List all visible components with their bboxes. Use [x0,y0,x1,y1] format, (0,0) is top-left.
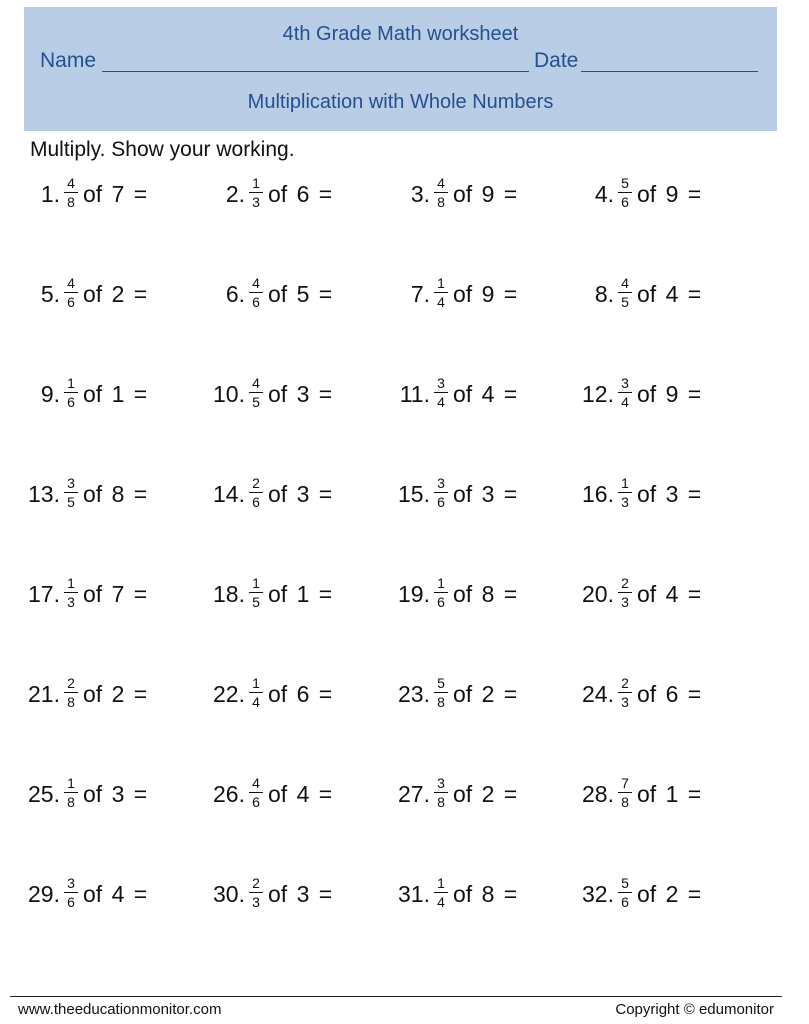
fraction-denominator: 8 [67,794,75,810]
fraction [249,675,263,710]
of-word: of [83,381,103,407]
of-word: of [83,581,103,607]
whole-number: 9 [481,181,495,207]
problem-number: 4. [594,181,614,207]
problem-item [20,375,200,425]
problem-number: 18. [213,581,245,607]
of-word: of [637,881,657,907]
of-word: of [637,381,657,407]
problem-item [20,275,200,325]
of-word: of [637,481,657,507]
fraction-denominator: 3 [621,494,629,510]
problem-expression: of 1 = [83,381,148,407]
problem-number: 15. [398,481,430,507]
fraction [434,575,448,610]
of-word: of [453,681,473,707]
fraction [64,875,78,910]
fraction-denominator: 6 [67,294,75,310]
fraction-numerator: 3 [67,875,75,891]
problem-item [390,875,570,925]
problem-expression: of 4 = [453,381,518,407]
problem-item [574,875,754,925]
fraction [434,275,448,310]
problem-expression: of 2 = [453,681,518,707]
fraction-bar [618,392,632,393]
whole-number: 1 [296,581,310,607]
instruction-text: Multiply. Show your working. [30,138,295,161]
problem-item [205,775,385,825]
problem-expression: of 2 = [83,281,148,307]
problem-expression: of 4 = [83,881,148,907]
whole-number: 4 [665,581,679,607]
problem-expression: of 2 = [637,881,702,907]
fraction-denominator: 4 [437,294,445,310]
problem-expression: of 6 = [637,681,702,707]
fraction-bar [249,392,263,393]
fraction-denominator: 3 [621,594,629,610]
fraction-denominator: 4 [437,394,445,410]
fraction-bar [434,392,448,393]
problem-item [205,375,385,425]
of-word: of [637,781,657,807]
problem-number: 27. [398,781,430,807]
problem-number: 9. [40,381,60,407]
whole-number: 2 [111,681,125,707]
fraction-bar [618,792,632,793]
problem-number: 29. [28,881,60,907]
fraction-numerator: 3 [437,775,445,791]
fraction-bar [64,392,78,393]
problem-expression: of 5 = [268,281,333,307]
fraction-denominator: 8 [67,694,75,710]
problem-item [205,875,385,925]
fraction-denominator: 6 [67,394,75,410]
problem-number: 14. [213,481,245,507]
fraction-denominator: 5 [252,394,260,410]
footer-copyright: Copyright © edumonitor [615,1001,774,1018]
fraction-numerator: 2 [67,675,75,691]
whole-number: 3 [296,881,310,907]
problem-number: 25. [28,781,60,807]
problem-number: 30. [213,881,245,907]
fraction-numerator: 5 [621,875,629,891]
fraction [249,475,263,510]
problem-item [20,675,200,725]
fraction-denominator: 6 [437,594,445,610]
whole-number: 2 [481,681,495,707]
fraction [434,475,448,510]
fraction-numerator: 3 [621,375,629,391]
problem-number: 28. [582,781,614,807]
whole-number: 3 [296,381,310,407]
fraction-denominator: 6 [252,794,260,810]
fraction-denominator: 4 [252,694,260,710]
problem-expression: of 8 = [453,581,518,607]
footer-divider [10,996,782,997]
problem-number: 12. [582,381,614,407]
problem-item [20,575,200,625]
whole-number: 7 [111,181,125,207]
of-word: of [453,481,473,507]
fraction-bar [434,492,448,493]
fraction [64,775,78,810]
worksheet-title: 4th Grade Math worksheet [282,23,519,45]
fraction-numerator: 1 [437,875,445,891]
whole-number: 9 [665,181,679,207]
whole-number: 2 [481,781,495,807]
problem-number: 2. [225,181,245,207]
fraction-numerator: 5 [437,675,445,691]
of-word: of [637,281,657,307]
fraction-bar [434,292,448,293]
fraction [618,875,632,910]
fraction [64,575,78,610]
fraction-bar [249,892,263,893]
fraction [249,375,263,410]
problem-expression: of 6 = [268,181,333,207]
whole-number: 1 [665,781,679,807]
fraction-bar [249,592,263,593]
fraction-denominator: 5 [67,494,75,510]
fraction-numerator: 4 [252,375,260,391]
fraction-numerator: 4 [621,275,629,291]
problem-expression: of 3 = [83,781,148,807]
whole-number: 5 [296,281,310,307]
of-word: of [83,481,103,507]
fraction-denominator: 3 [621,694,629,710]
problem-number: 16. [582,481,614,507]
problem-number: 7. [410,281,430,307]
fraction [434,375,448,410]
fraction-bar [64,892,78,893]
of-word: of [453,581,473,607]
problem-expression: of 3 = [268,881,333,907]
fraction-denominator: 6 [252,294,260,310]
fraction-denominator: 6 [621,894,629,910]
whole-number: 4 [111,881,125,907]
problem-expression: of 2 = [83,681,148,707]
problem-expression: of 3 = [453,481,518,507]
of-word: of [83,181,103,207]
of-word: of [268,681,288,707]
fraction-denominator: 6 [621,194,629,210]
fraction-denominator: 3 [252,894,260,910]
fraction-denominator: 4 [437,894,445,910]
fraction-denominator: 6 [252,494,260,510]
fraction [64,675,78,710]
problem-expression: of 8 = [453,881,518,907]
fraction-denominator: 8 [67,194,75,210]
fraction-bar [618,492,632,493]
problem-item [390,275,570,325]
fraction-bar [434,192,448,193]
fraction-denominator: 8 [437,194,445,210]
whole-number: 9 [665,381,679,407]
fraction-bar [64,292,78,293]
of-word: of [83,681,103,707]
whole-number: 4 [665,281,679,307]
of-word: of [637,681,657,707]
problem-item [574,175,754,225]
problem-item [205,275,385,325]
fraction-denominator: 3 [67,594,75,610]
of-word: of [453,781,473,807]
whole-number: 7 [111,581,125,607]
problem-expression: of 7 = [83,181,148,207]
fraction-numerator: 4 [67,175,75,191]
of-word: of [268,381,288,407]
problem-expression: of 9 = [637,181,702,207]
problem-expression: of 2 = [453,781,518,807]
fraction-bar [64,492,78,493]
of-word: of [268,781,288,807]
problem-expression: of 1 = [268,581,333,607]
problem-item [574,675,754,725]
fraction-numerator: 2 [621,575,629,591]
of-word: of [637,181,657,207]
of-word: of [83,281,103,307]
problem-expression: of 4 = [268,781,333,807]
of-word: of [453,381,473,407]
problem-expression: of 3 = [637,481,702,507]
problem-item [390,575,570,625]
problem-item [574,475,754,525]
fraction-bar [249,192,263,193]
fraction [618,575,632,610]
fraction-bar [618,692,632,693]
problem-number: 31. [398,881,430,907]
whole-number: 3 [665,481,679,507]
fraction [434,175,448,210]
problem-number: 13. [28,481,60,507]
whole-number: 6 [296,181,310,207]
fraction-denominator: 5 [621,294,629,310]
of-word: of [453,281,473,307]
fraction-numerator: 4 [252,775,260,791]
fraction [618,375,632,410]
problem-item [205,675,385,725]
fraction-bar [64,792,78,793]
fraction [618,475,632,510]
problem-item [20,475,200,525]
problem-item [390,775,570,825]
fraction-bar [618,292,632,293]
fraction-bar [249,492,263,493]
whole-number: 3 [111,781,125,807]
fraction-numerator: 1 [67,775,75,791]
fraction-numerator: 4 [67,275,75,291]
whole-number: 4 [481,381,495,407]
problem-item [20,175,200,225]
problem-number: 22. [213,681,245,707]
problem-expression: of 3 = [268,381,333,407]
problem-item [390,475,570,525]
of-word: of [268,581,288,607]
problem-number: 26. [213,781,245,807]
fraction [249,875,263,910]
fraction-denominator: 8 [621,794,629,810]
fraction [249,175,263,210]
fraction [618,275,632,310]
fraction-bar [434,792,448,793]
fraction-bar [64,192,78,193]
problem-number: 23. [398,681,430,707]
fraction-numerator: 2 [621,675,629,691]
name-label: Name [40,49,97,72]
fraction-numerator: 2 [252,475,260,491]
fraction-bar [249,792,263,793]
fraction-numerator: 3 [437,475,445,491]
fraction-bar [618,192,632,193]
whole-number: 8 [111,481,125,507]
problem-item [205,175,385,225]
fraction [434,775,448,810]
whole-number: 9 [481,281,495,307]
whole-number: 6 [665,681,679,707]
whole-number: 4 [296,781,310,807]
problem-expression: of 4 = [637,581,702,607]
fraction [618,775,632,810]
problem-expression: of 9 = [453,181,518,207]
fraction-bar [434,892,448,893]
problem-item [390,175,570,225]
problem-item [205,575,385,625]
fraction-denominator: 6 [437,494,445,510]
fraction-bar [249,692,263,693]
fraction-numerator: 1 [67,575,75,591]
whole-number: 1 [111,381,125,407]
problem-item [574,375,754,425]
fraction [64,375,78,410]
of-word: of [453,881,473,907]
fraction-numerator: 4 [437,175,445,191]
fraction-bar [434,592,448,593]
whole-number: 3 [296,481,310,507]
fraction-bar [434,692,448,693]
fraction-denominator: 8 [437,794,445,810]
fraction [64,275,78,310]
fraction-numerator: 1 [621,475,629,491]
whole-number: 8 [481,581,495,607]
fraction-numerator: 7 [621,775,629,791]
of-word: of [268,181,288,207]
problem-number: 3. [410,181,430,207]
fraction-denominator: 5 [252,594,260,610]
fraction [64,175,78,210]
problem-expression: of 9 = [453,281,518,307]
worksheet-subtitle: Multiplication with Whole Numbers [247,91,554,113]
problem-number: 17. [28,581,60,607]
problem-number: 21. [28,681,60,707]
problem-item [20,775,200,825]
problem-item [205,475,385,525]
problem-item [574,275,754,325]
fraction-bar [64,692,78,693]
problem-item [390,675,570,725]
problem-expression: of 3 = [268,481,333,507]
fraction-bar [618,892,632,893]
fraction [249,275,263,310]
fraction [434,675,448,710]
problem-number: 11. [399,381,430,407]
of-word: of [83,881,103,907]
fraction-denominator: 4 [621,394,629,410]
problem-number: 19. [398,581,430,607]
problem-number: 10. [213,381,245,407]
fraction-denominator: 3 [252,194,260,210]
fraction-bar [618,592,632,593]
fraction [434,875,448,910]
fraction [249,575,263,610]
of-word: of [637,581,657,607]
problem-number: 8. [594,281,614,307]
whole-number: 2 [665,881,679,907]
problem-item [390,375,570,425]
fraction [618,175,632,210]
fraction-numerator: 3 [437,375,445,391]
fraction-numerator: 2 [252,875,260,891]
fraction-numerator: 5 [621,175,629,191]
fraction-numerator: 1 [252,675,260,691]
fraction [64,475,78,510]
of-word: of [268,881,288,907]
whole-number: 6 [296,681,310,707]
fraction-numerator: 3 [67,475,75,491]
fraction-numerator: 4 [252,275,260,291]
date-label: Date [534,49,579,72]
fraction-bar [249,292,263,293]
problem-expression: of 1 = [637,781,702,807]
fraction-numerator: 1 [67,375,75,391]
of-word: of [83,781,103,807]
fraction-bar [64,592,78,593]
problem-number: 20. [582,581,614,607]
problem-expression: of 7 = [83,581,148,607]
problem-number: 32. [582,881,614,907]
problem-number: 24. [582,681,614,707]
problem-expression: of 4 = [637,281,702,307]
fraction [249,775,263,810]
fraction-numerator: 1 [252,175,260,191]
problem-item [574,575,754,625]
problem-expression: of 8 = [83,481,148,507]
problem-number: 6. [225,281,245,307]
problem-number: 1. [40,181,60,207]
whole-number: 8 [481,881,495,907]
fraction-numerator: 1 [252,575,260,591]
problem-number: 5. [40,281,60,307]
of-word: of [453,181,473,207]
fraction-numerator: 1 [437,575,445,591]
fraction-denominator: 8 [437,694,445,710]
problem-expression: of 6 = [268,681,333,707]
fraction-denominator: 6 [67,894,75,910]
whole-number: 3 [481,481,495,507]
of-word: of [268,481,288,507]
whole-number: 2 [111,281,125,307]
problem-item [574,775,754,825]
fraction [618,675,632,710]
of-word: of [268,281,288,307]
fraction-numerator: 1 [437,275,445,291]
problem-item [20,875,200,925]
problem-expression: of 9 = [637,381,702,407]
footer-website: www.theeducationmonitor.com [18,1001,222,1018]
